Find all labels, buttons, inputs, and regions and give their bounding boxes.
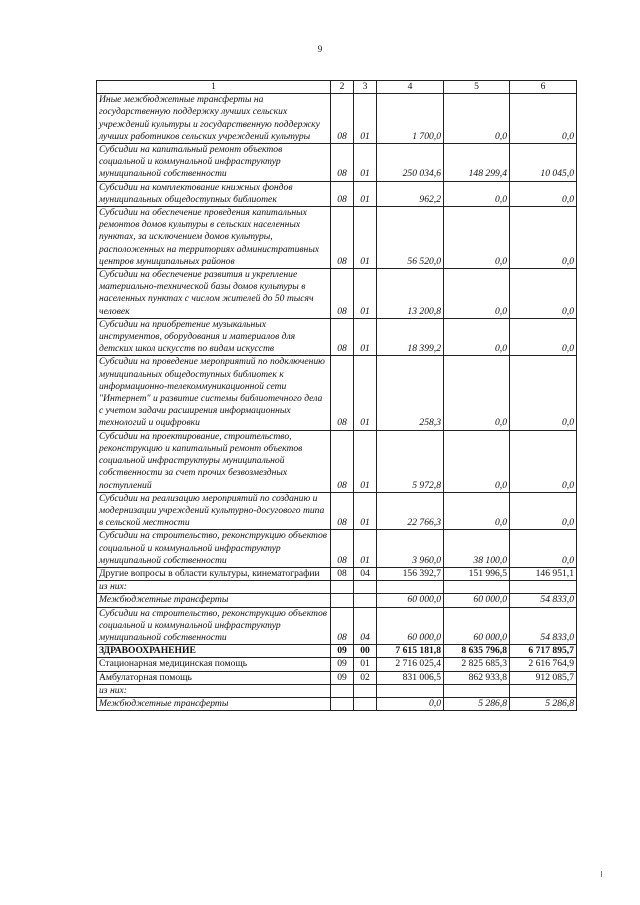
subsection-code-cell: 04 [354, 607, 377, 645]
section-code-cell [331, 697, 354, 710]
page-number: 9 [317, 44, 323, 54]
section-code-cell: 08 [331, 530, 354, 568]
amount-col-5-cell [444, 581, 510, 594]
section-code-cell: 08 [331, 492, 354, 530]
section-code-cell [331, 581, 354, 594]
subsection-code-cell: 01 [354, 207, 377, 269]
amount-col-6-cell: 6 717 895,7 [510, 645, 577, 658]
row-name-cell: Другие вопросы в области культуры, кинематографии [97, 567, 331, 580]
table-row [97, 567, 577, 580]
row-name-cell: Субсидии на проектирование, строительство, реконструкцию и капитальный ремонт объектов социальной инфраструктуры муниципальной собственности за счет прочих безвозмездных поступлений [97, 430, 331, 492]
amount-col-5-cell: 0,0 [444, 492, 510, 530]
header-col-4: 4 [377, 81, 444, 94]
header-col-6: 6 [510, 81, 577, 94]
amount-col-5-cell: 0,0 [444, 207, 510, 269]
amount-col-5-cell [444, 684, 510, 697]
amount-col-4-cell: 962,2 [377, 181, 444, 206]
amount-col-6-cell: 2 616 764,9 [510, 658, 577, 671]
amount-col-4-cell: 5 972,8 [377, 430, 444, 492]
table-row [97, 671, 577, 684]
amount-col-6-cell: 0,0 [510, 269, 577, 319]
amount-col-6-cell: 5 286,8 [510, 697, 577, 710]
scan-mark [601, 871, 602, 877]
subsection-code-cell: 01 [354, 492, 377, 530]
section-code-cell: 08 [331, 144, 354, 182]
row-name-cell: Субсидии на проведение мероприятий по подключению муниципальных общедоступных библиотек к информационно-телекоммуникационной сети "Интернет" и развитие системы библиотечного дела с учетом задачи расширения информационных технологий и оцифровки [97, 356, 331, 430]
amount-col-6-cell: 0,0 [510, 94, 577, 144]
table-row [97, 492, 577, 530]
amount-col-6-cell [510, 581, 577, 594]
amount-col-5-cell: 148 299,4 [444, 144, 510, 182]
row-name-cell: Стационарная медицинская помощь [97, 658, 331, 671]
header-row [97, 81, 577, 94]
subsection-code-cell: 01 [354, 94, 377, 144]
subsection-code-cell: 01 [354, 181, 377, 206]
budget-table-body [97, 81, 577, 711]
subsection-code-cell [354, 697, 377, 710]
table-row [97, 144, 577, 182]
table-row [97, 181, 577, 206]
row-name-cell: Субсидии на обеспечение развития и укрепление материально-технической базы домов культуры в населенных пунктах с числом жителей до 50 тысяч человек [97, 269, 331, 319]
table-row [97, 318, 577, 356]
table-row [97, 207, 577, 269]
amount-col-5-cell: 0,0 [444, 356, 510, 430]
row-name-cell: Субсидии на строительство, реконструкцию объектов социальной и коммунальной инфраструктур муниципальной собственности [97, 607, 331, 645]
amount-col-6-cell: 0,0 [510, 530, 577, 568]
amount-col-4-cell: 156 392,7 [377, 567, 444, 580]
subsection-code-cell: 01 [354, 430, 377, 492]
amount-col-6-cell: 912 085,7 [510, 671, 577, 684]
row-name-cell: из них: [97, 581, 331, 594]
amount-col-5-cell: 0,0 [444, 430, 510, 492]
section-code-cell: 08 [331, 607, 354, 645]
amount-col-5-cell: 2 825 685,3 [444, 658, 510, 671]
amount-col-4-cell [377, 684, 444, 697]
subsection-code-cell: 01 [354, 318, 377, 356]
table-row [97, 356, 577, 430]
table-row [97, 430, 577, 492]
amount-col-4-cell: 3 960,0 [377, 530, 444, 568]
subsection-code-cell: 01 [354, 269, 377, 319]
row-name-cell: ЗДРАВООХРАНЕНИЕ [97, 645, 331, 658]
table-row [97, 581, 577, 594]
header-col-5: 5 [444, 81, 510, 94]
amount-col-4-cell: 258,3 [377, 356, 444, 430]
amount-col-4-cell: 0,0 [377, 697, 444, 710]
table-row [97, 530, 577, 568]
amount-col-5-cell: 0,0 [444, 181, 510, 206]
section-code-cell: 08 [331, 94, 354, 144]
amount-col-4-cell: 13 200,8 [377, 269, 444, 319]
subsection-code-cell [354, 594, 377, 607]
row-name-cell: Субсидии на капитальный ремонт объектов социальной и коммунальной инфраструктур муниципальной собственности [97, 144, 331, 182]
amount-col-4-cell [377, 581, 444, 594]
section-code-cell: 09 [331, 645, 354, 658]
amount-col-5-cell: 0,0 [444, 269, 510, 319]
subsection-code-cell: 02 [354, 671, 377, 684]
amount-col-6-cell: 0,0 [510, 181, 577, 206]
amount-col-6-cell: 146 951,1 [510, 567, 577, 580]
row-name-cell: Субсидии на обеспечение проведения капитальных ремонтов домов культуры в сельских населенных пунктах, за исключением домов культуры, расположенных на территориях административных центров муниципальных районов [97, 207, 331, 269]
amount-col-6-cell: 54 833,0 [510, 607, 577, 645]
section-code-cell [331, 684, 354, 697]
amount-col-4-cell: 22 766,3 [377, 492, 444, 530]
section-code-cell: 09 [331, 658, 354, 671]
amount-col-6-cell [510, 684, 577, 697]
subsection-code-cell: 01 [354, 658, 377, 671]
amount-col-4-cell: 60 000,0 [377, 594, 444, 607]
amount-col-4-cell: 60 000,0 [377, 607, 444, 645]
row-name-cell: Субсидии на приобретение музыкальных инструментов, оборудования и материалов для детских школ искусств по видам искусств [97, 318, 331, 356]
subsection-code-cell: 01 [354, 356, 377, 430]
subsection-code-cell: 01 [354, 530, 377, 568]
amount-col-4-cell: 2 716 025,4 [377, 658, 444, 671]
section-code-cell: 08 [331, 318, 354, 356]
table-row [97, 594, 577, 607]
section-code-cell: 08 [331, 430, 354, 492]
amount-col-5-cell: 862 933,8 [444, 671, 510, 684]
table-row [97, 607, 577, 645]
section-code-cell: 08 [331, 181, 354, 206]
header-col-3: 3 [354, 81, 377, 94]
table-row [97, 94, 577, 144]
amount-col-6-cell: 0,0 [510, 207, 577, 269]
budget-table [96, 80, 577, 711]
amount-col-6-cell: 54 833,0 [510, 594, 577, 607]
row-name-cell: Межбюджетные трансферты [97, 594, 331, 607]
amount-col-6-cell: 0,0 [510, 430, 577, 492]
amount-col-5-cell: 38 100,0 [444, 530, 510, 568]
amount-col-4-cell: 1 700,0 [377, 94, 444, 144]
table-row [97, 269, 577, 319]
row-name-cell: Амбулаторная помощь [97, 671, 331, 684]
amount-col-5-cell: 60 000,0 [444, 594, 510, 607]
table-row [97, 697, 577, 710]
row-name-cell: Иные межбюджетные трансферты на государственную поддержку лучших сельских учреждений культуры и государственную поддержку лучших работников сельских учреждений культуры [97, 94, 331, 144]
section-code-cell: 08 [331, 207, 354, 269]
amount-col-4-cell: 18 399,2 [377, 318, 444, 356]
table-row [97, 645, 577, 658]
subsection-code-cell: 00 [354, 645, 377, 658]
row-name-cell: Субсидии на реализацию мероприятий по созданию и модернизации учреждений культурно-досугового типа в сельской местности [97, 492, 331, 530]
amount-col-4-cell: 250 034,6 [377, 144, 444, 182]
amount-col-4-cell: 7 615 181,8 [377, 645, 444, 658]
subsection-code-cell: 04 [354, 567, 377, 580]
row-name-cell: Субсидии на комплектование книжных фондов муниципальных общедоступных библиотек [97, 181, 331, 206]
amount-col-5-cell: 60 000,0 [444, 607, 510, 645]
row-name-cell: из них: [97, 684, 331, 697]
amount-col-5-cell: 151 996,5 [444, 567, 510, 580]
header-col-1: 1 [97, 81, 331, 94]
amount-col-6-cell: 0,0 [510, 356, 577, 430]
amount-col-5-cell: 8 635 796,8 [444, 645, 510, 658]
table-row [97, 684, 577, 697]
amount-col-6-cell: 0,0 [510, 318, 577, 356]
table-row [97, 658, 577, 671]
subsection-code-cell [354, 684, 377, 697]
amount-col-6-cell: 0,0 [510, 492, 577, 530]
amount-col-5-cell: 5 286,8 [444, 697, 510, 710]
header-col-2: 2 [331, 81, 354, 94]
amount-col-6-cell: 10 045,0 [510, 144, 577, 182]
amount-col-4-cell: 56 520,0 [377, 207, 444, 269]
section-code-cell [331, 594, 354, 607]
amount-col-5-cell: 0,0 [444, 94, 510, 144]
subsection-code-cell [354, 581, 377, 594]
amount-col-5-cell: 0,0 [444, 318, 510, 356]
row-name-cell: Субсидии на строительство, реконструкцию объектов социальной и коммунальной инфраструктур муниципальной собственности [97, 530, 331, 568]
amount-col-4-cell: 831 006,5 [377, 671, 444, 684]
subsection-code-cell: 01 [354, 144, 377, 182]
row-name-cell: Межбюджетные трансферты [97, 697, 331, 710]
section-code-cell: 08 [331, 567, 354, 580]
section-code-cell: 08 [331, 269, 354, 319]
section-code-cell: 08 [331, 356, 354, 430]
section-code-cell: 09 [331, 671, 354, 684]
